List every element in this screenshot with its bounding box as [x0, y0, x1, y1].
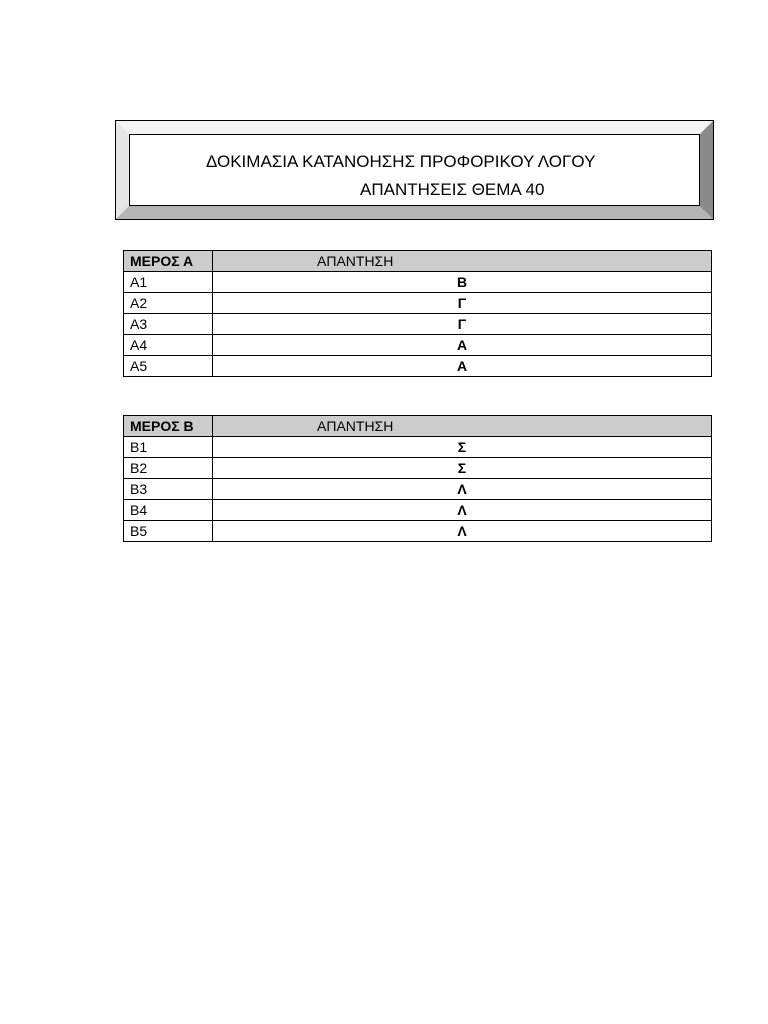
question-cell: Β5 [124, 521, 213, 542]
question-cell: Α4 [124, 335, 213, 356]
table-row [124, 521, 712, 542]
table-row [124, 437, 712, 458]
question-cell: Α5 [124, 356, 213, 377]
table-row [124, 314, 712, 335]
answer-cell: Α [213, 335, 712, 356]
answer-cell: Β [213, 272, 712, 293]
answer-cell: Γ [213, 314, 712, 335]
table-row [124, 293, 712, 314]
answer-column-heading: ΑΠΑΝΤΗΣΗ [213, 251, 712, 272]
answer-cell: Λ [213, 521, 712, 542]
table-row [124, 356, 712, 377]
table-row [124, 500, 712, 521]
table-row [124, 479, 712, 500]
answer-cell: Α [213, 356, 712, 377]
question-cell: Β1 [124, 437, 213, 458]
part-heading: ΜΕΡΟΣ Α [124, 251, 213, 272]
answer-cell: Λ [213, 500, 712, 521]
part-heading: ΜΕΡΟΣ Β [124, 416, 213, 437]
answers-table-part-a [123, 250, 712, 377]
answer-cell: Λ [213, 479, 712, 500]
answer-column-heading: ΑΠΑΝΤΗΣΗ [213, 416, 712, 437]
table-row [124, 335, 712, 356]
table-row [124, 458, 712, 479]
document-subtitle: ΑΠΑΝΤΗΣΕΙΣ ΘΕΜΑ 40 [360, 180, 545, 199]
answers-table-part-b [123, 415, 712, 542]
title-box [129, 134, 700, 206]
answer-cell: Σ [213, 458, 712, 479]
table-row [124, 272, 712, 293]
answer-cell: Σ [213, 437, 712, 458]
question-cell: Α1 [124, 272, 213, 293]
title-frame [116, 121, 713, 219]
question-cell: Β3 [124, 479, 213, 500]
question-cell: Α2 [124, 293, 213, 314]
document-title: ΔΟΚΙΜΑΣΙΑ ΚΑΤΑΝΟΗΣΗΣ ΠΡΟΦΟΡΙΚΟΥ ΛΟΓΟΥ [206, 152, 596, 171]
answer-cell: Γ [213, 293, 712, 314]
question-cell: Α3 [124, 314, 213, 335]
question-cell: Β4 [124, 500, 213, 521]
table-header-row [124, 251, 712, 272]
question-cell: Β2 [124, 458, 213, 479]
table-header-row [124, 416, 712, 437]
